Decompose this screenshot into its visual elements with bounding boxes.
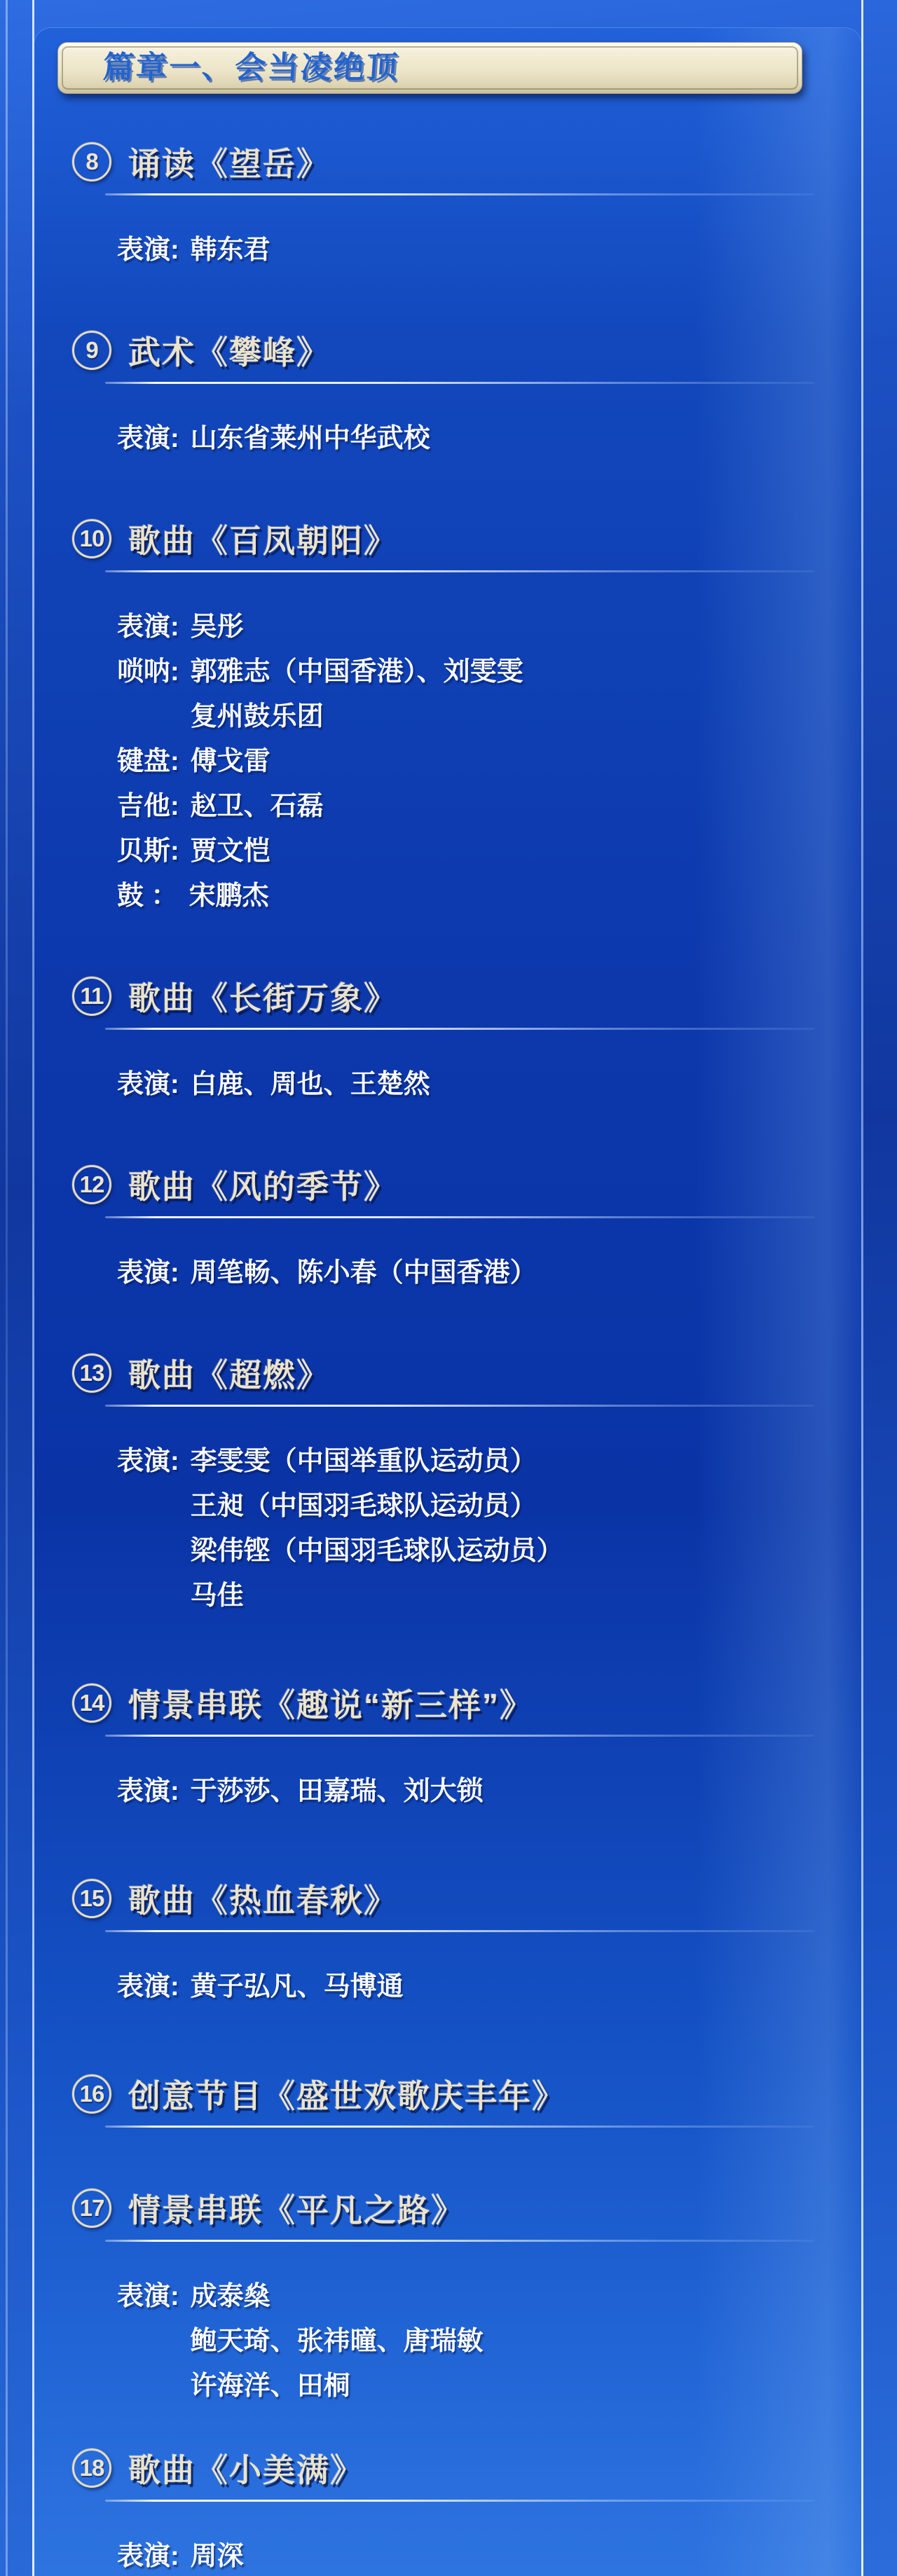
title-underline [105,382,814,384]
program-number-badge: 15 [72,1879,111,1918]
credit-row [117,2274,861,2409]
credit-row [117,228,861,273]
program-header [72,139,861,185]
credit-role: 吉他: [117,792,179,821]
credit-row [117,874,861,918]
credit-row [117,2534,861,2576]
program-header [72,2071,861,2117]
credit-names [191,1769,861,1814]
credit-role: 表演: [117,2282,179,2311]
credit-name-line: 贾文恺 [190,836,271,866]
left-edge-highlight [6,0,8,2576]
credit-role: 表演: [117,2542,179,2571]
credit-role: 表演: [117,1972,179,2002]
program-credits [117,1964,861,2009]
program-item [72,1350,861,1618]
credit-names [191,784,861,829]
credit-names [191,739,861,784]
program-header [72,327,861,373]
program-number-badge: 9 [72,331,111,370]
credit-name-line: 成泰燊 [190,2282,271,2311]
credit-names [191,1439,861,1618]
chapter-card [34,28,861,2576]
program-item [72,2071,861,2128]
program-credits [117,1251,861,1295]
credit-names [189,874,861,918]
left-frame-line [32,0,34,2576]
program-title: 情景串联《趣说“新三样”》 [128,1687,533,1723]
program-list [34,94,861,2576]
credit-name-line: 赵卫、石磊 [190,792,324,821]
credit-row [117,1964,861,2009]
program-title: 歌曲《超燃》 [128,1357,330,1393]
credit-name-line: 韩东君 [190,235,271,265]
program-item [72,2445,861,2576]
title-underline [105,2126,814,2128]
credit-names [191,1062,861,1107]
program-item [72,1162,861,1295]
credit-name-line: 复州鼓乐团 [190,702,324,731]
program-title: 诵读《望岳》 [128,146,330,182]
credit-name-line: 马佳 [190,1581,244,1611]
program-title: 歌曲《长街万象》 [128,980,397,1017]
credit-row [117,829,861,874]
program-title: 武术《攀峰》 [128,334,330,371]
program-title: 创意节目《盛世欢歌庆丰年》 [128,2078,566,2114]
right-frame-line [861,0,863,2576]
title-underline [105,1028,814,1030]
credit-role: 鼓 ： [117,881,178,911]
credit-name-line: 于莎莎、田嘉瑞、刘大锁 [190,1777,484,1806]
program-credits [117,2274,861,2409]
credit-name-line: 许海洋、田桐 [190,2371,350,2401]
program-number-badge: 13 [72,1354,111,1393]
credit-name-line: 梁伟铿（中国羽毛球队运动员） [190,1536,563,1566]
credit-row [117,416,861,461]
program-number-badge: 11 [72,977,111,1016]
program-header [72,1162,861,1208]
credit-name-line: 王昶（中国羽毛球队运动员） [190,1492,537,1521]
program-item [72,1875,861,2009]
credit-row [117,784,861,829]
program-item [72,516,861,918]
title-underline [105,2240,814,2242]
program-title: 情景串联《平凡之路》 [128,2192,465,2229]
credit-row [117,739,861,784]
credit-name-line: 李雯雯（中国举重队运动员） [190,1447,537,1476]
credit-name-line: 鲍天琦、张祎曈、唐瑞敏 [190,2327,484,2356]
credit-role: 表演: [117,1258,179,1288]
credit-names [191,829,861,874]
credit-name-line: 周深 [190,2542,244,2571]
title-underline [105,193,814,195]
credit-name-line: 傅戈雷 [190,747,271,776]
credit-row [117,1439,861,1618]
program-title: 歌曲《风的季节》 [128,1169,397,1205]
credit-name-line: 黄子弘凡、马博通 [190,1972,404,2002]
program-credits [117,2534,861,2576]
program-title: 歌曲《热血春秋》 [128,1882,397,1919]
credit-role: 键盘: [117,747,179,776]
credit-names [191,416,861,461]
program-number-badge: 17 [72,2189,111,2228]
program-item [72,973,861,1107]
title-underline [105,2500,814,2502]
credit-role: 表演: [117,235,179,265]
credit-role: 表演: [117,1070,179,1099]
program-credits [117,416,861,461]
program-item [72,139,861,273]
program-number-badge: 10 [72,519,111,558]
credit-row [117,1769,861,1814]
credit-names [191,1964,861,2009]
program-credits [117,1439,861,1618]
program-number-badge: 12 [72,1165,111,1204]
credit-name-line: 白鹿、周也、王楚然 [190,1070,430,1099]
credit-row [117,605,861,649]
title-underline [105,1735,814,1737]
chapter-banner [57,42,802,94]
program-title: 歌曲《百凤朝阳》 [128,523,397,559]
credit-names [191,2534,861,2576]
credit-row [117,1251,861,1295]
program-header [72,973,861,1019]
program-item [72,327,861,461]
credit-role: 贝斯: [117,836,179,866]
credit-names [191,228,861,273]
program-header [72,2445,861,2491]
credit-names [191,649,861,739]
credit-role: 唢呐: [117,657,179,687]
program-credits [117,1062,861,1107]
program-header [72,2185,861,2231]
program-header [72,1875,861,1922]
credit-names [191,1251,861,1295]
credit-name-line: 宋鹏杰 [189,881,269,911]
credit-names [191,605,861,649]
program-number-badge: 16 [72,2074,111,2114]
credit-names [191,2274,861,2409]
program-credits [117,228,861,273]
program-item [72,2185,861,2409]
program-number-badge: 14 [72,1683,111,1723]
credit-row [117,1062,861,1107]
credit-role: 表演: [117,1777,179,1806]
program-credits [117,605,861,918]
credit-row [117,649,861,739]
title-underline [105,1405,814,1407]
program-credits [117,1769,861,1814]
program-title: 歌曲《小美满》 [128,2452,364,2488]
program-number-badge: 18 [72,2448,111,2488]
credit-name-line: 郭雅志（中国香港）、刘雯雯 [190,657,523,687]
program-item [72,1680,861,1814]
credit-name-line: 吴彤 [190,612,244,642]
title-underline [105,1216,814,1218]
title-underline [105,570,814,572]
credit-role: 表演: [117,1447,179,1476]
program-header [72,1350,861,1396]
credit-role: 表演: [117,612,179,642]
program-header [72,516,861,562]
chapter-title: 篇章一、会当凌绝顶 [102,50,401,85]
program-header [72,1680,861,1726]
credit-name-line: 山东省莱州中华武校 [190,424,430,453]
credit-role: 表演: [117,424,179,453]
program-number-badge: 8 [72,142,111,181]
credit-name-line: 周笔畅、陈小春（中国香港） [190,1258,537,1288]
title-underline [105,1930,814,1932]
